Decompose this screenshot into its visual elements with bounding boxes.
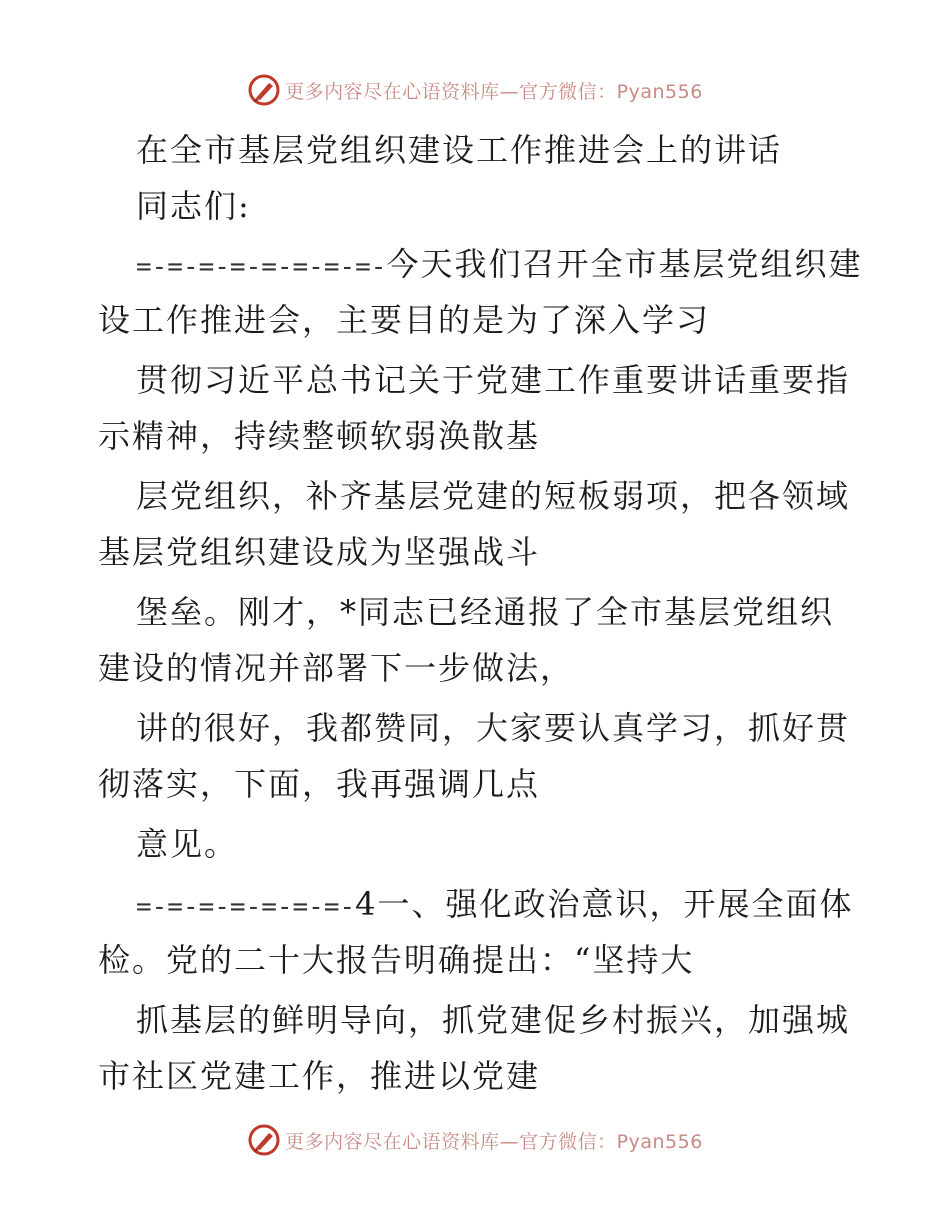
watermark-handle: Pyan556 (616, 80, 703, 103)
document-title: 在全市基层党组织建设工作推进会上的讲话 (136, 131, 783, 169)
watermark-handle: Pyan556 (616, 1130, 703, 1153)
paragraph-line: 彻落实，下面，我再强调几点 (98, 765, 541, 803)
paragraph-line: 抓基层的鲜明导向，抓党建促乡村振兴，加强城 (136, 1001, 851, 1039)
watermark-text: 更多内容尽在心语资料库—官方微信：Pyan556 (285, 80, 703, 103)
paragraph-line: =-=-=-=-=-=-=-4一、强化政治意识，开展全面体 (136, 885, 854, 923)
watermark-text: 更多内容尽在心语资料库—官方微信：Pyan556 (285, 1130, 703, 1153)
paragraph-line: 市社区党建工作，推进以党建 (98, 1057, 541, 1095)
paragraph-line: 检。党的二十大报告明确提出：“坚持大 (98, 941, 695, 979)
watermark-footer (0, 1120, 950, 1160)
paragraph-line: 堡垒。刚才，*同志已经通报了全市基层党组织 (136, 593, 835, 631)
paragraph-line: 示精神，持续整顿软弱涣散基 (98, 417, 541, 455)
separator-dashes: =-=-=-=-=-=-=- (136, 892, 356, 922)
pen-logo-icon (247, 1123, 281, 1157)
paragraph-line: 设工作推进会，主要目的是为了深入学习 (98, 301, 711, 339)
greeting: 同志们: (136, 187, 251, 225)
paragraph-line: 意见。 (136, 825, 239, 863)
paragraph-line: 贯彻习近平总书记关于党建工作重要讲话重要指 (136, 361, 851, 399)
watermark-header (0, 70, 950, 110)
paragraph-line: 建设的情况并部署下一步做法， (98, 649, 575, 687)
paragraph-line: 讲的很好，我都赞同，大家要认真学习，抓好贯 (136, 709, 851, 747)
separator-dashes: =-=-=-=-=-=-=-=- (136, 252, 387, 282)
paragraph-line: 层党组织，补齐基层党建的短板弱项，把各领域 (136, 477, 851, 515)
pen-logo-icon (247, 73, 281, 107)
paragraph-line: =-=-=-=-=-=-=-=-今天我们召开全市基层党组织建 (136, 245, 863, 283)
paragraph-line: 基层党组织建设成为坚强战斗 (98, 533, 541, 571)
